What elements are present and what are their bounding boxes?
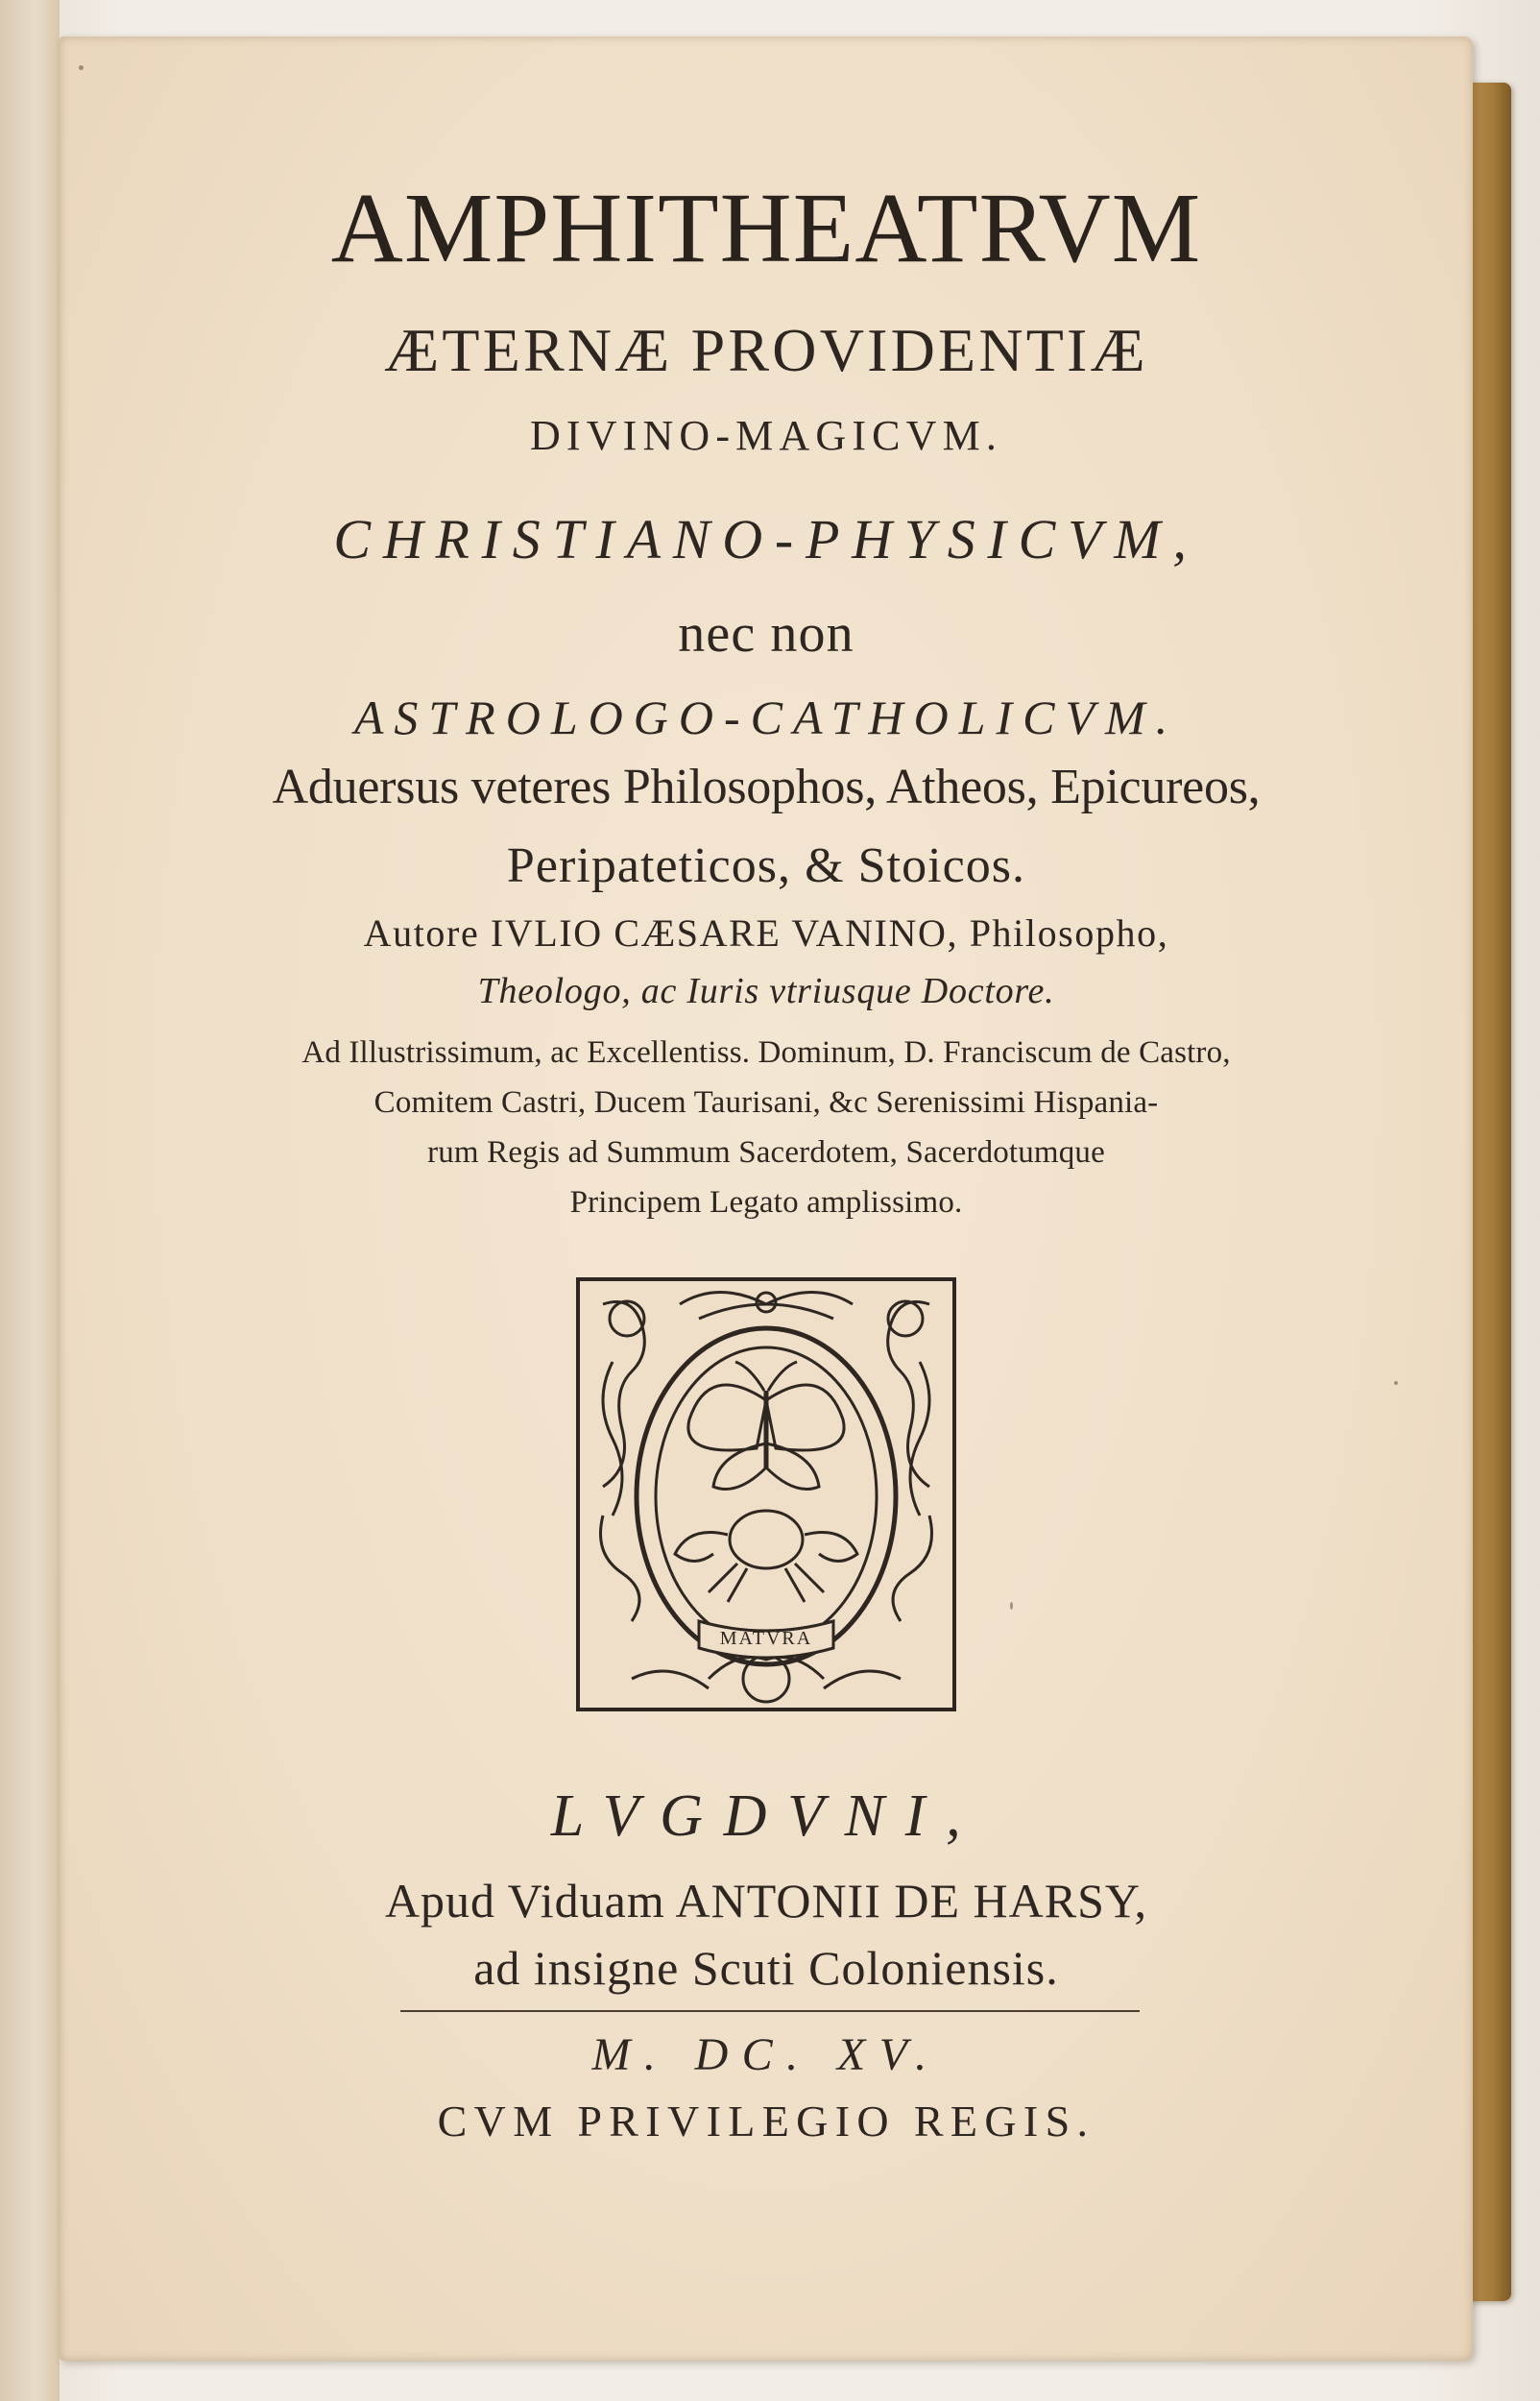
ink-speck — [79, 65, 84, 70]
printers-device-icon — [574, 1275, 958, 1713]
dedication-line-2: Comitem Castri, Ducem Taurisani, &c Serenissimi Hispania- — [373, 1085, 1159, 1120]
title-page — [60, 36, 1473, 2361]
privilege-line: CVM PRIVILEGIO REGIS. — [437, 2097, 1095, 2146]
author-line-1: Autore IVLIO CÆSARE VANINO, Philosopho, — [363, 911, 1169, 955]
book-title: AMPHITHEATRVM — [330, 173, 1202, 283]
imprint-printer: Apud Viduam ANTONII DE HARSY, — [384, 1874, 1148, 1928]
imprint-place: LVGDVNI, — [550, 1783, 982, 1849]
dedication-line-1: Ad Illustrissimum, ac Excellentiss. Dominum, D. Franciscum de Castro, — [301, 1035, 1231, 1070]
title-line-5: nec non — [678, 604, 854, 664]
imprint-address: ad insigne Scuti Coloniensis. — [473, 1941, 1059, 1995]
ink-speck — [1010, 1602, 1013, 1610]
subject-line-2: Peripateticos, & Stoicos. — [506, 838, 1026, 893]
book-gutter — [0, 0, 60, 2401]
printers-device-motto: MATVRA — [719, 1628, 813, 1649]
ink-speck — [1394, 1381, 1398, 1385]
imprint-rule — [400, 2010, 1140, 2012]
title-line-2: ÆTERNÆ PROVIDENTIÆ — [384, 316, 1148, 384]
dedication-line-3: rum Regis ad Summum Sacerdotem, Sacerdotumque — [427, 1135, 1105, 1170]
subject-line-1: Aduersus veteres Philosophos, Atheos, Epicureos, — [272, 760, 1261, 814]
title-line-3: DIVINO-MAGICVM. — [529, 412, 1003, 459]
imprint-date: M. DC. XV. — [591, 2029, 941, 2080]
title-line-6: ASTROLOGO-CATHOLICVM. — [353, 691, 1179, 744]
title-line-4: CHRISTIANO-PHYSICVM, — [333, 508, 1199, 570]
dedication-line-4: Principem Legato amplissimo. — [569, 1185, 963, 1220]
author-line-2: Theologo, ac Iuris vtriusque Doctore. — [477, 971, 1055, 1011]
